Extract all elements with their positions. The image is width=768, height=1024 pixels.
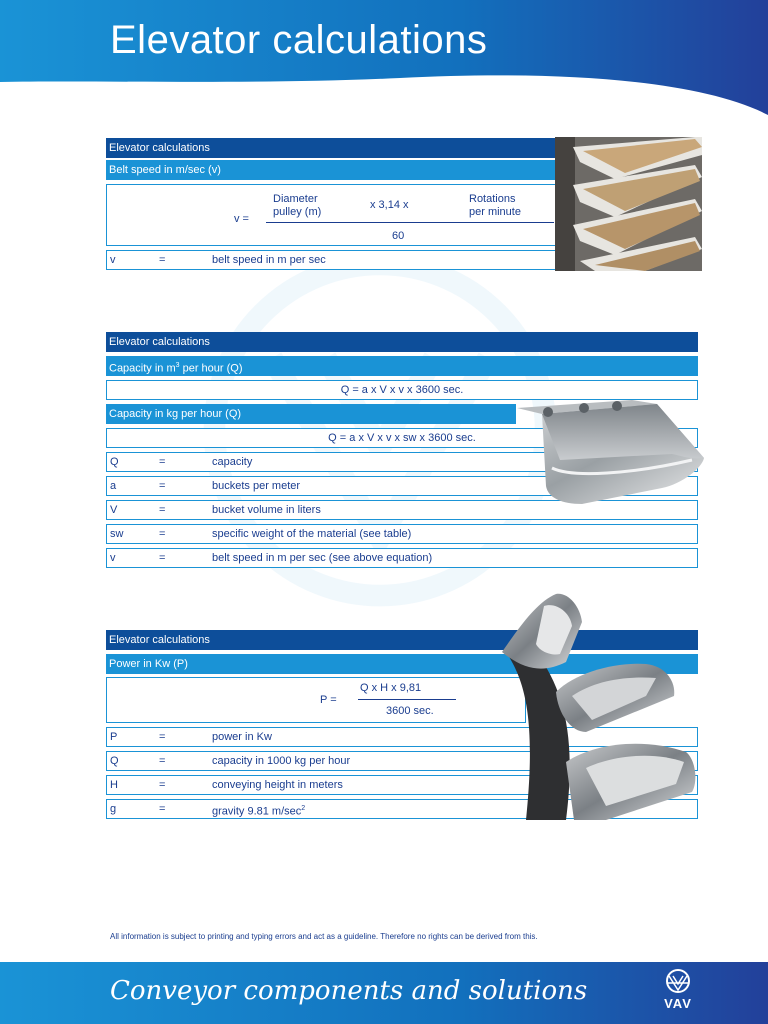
formula-numerator: Q x H x 9,81 — [360, 682, 422, 694]
row-symbol: v — [110, 552, 116, 564]
row-symbol: sw — [110, 528, 124, 540]
slogan: Conveyor components and solutions — [110, 976, 588, 1006]
fraction-line — [358, 699, 456, 700]
row-description: capacity — [212, 456, 253, 468]
row-description: buckets per meter — [212, 480, 301, 492]
superscript: 3 — [175, 362, 180, 369]
row-description: bucket volume in liters — [212, 504, 321, 516]
section3-subheader: Power in Kw (P) — [106, 654, 698, 674]
row-description: belt speed in m per sec — [212, 254, 326, 266]
formula-term: per minute — [469, 206, 521, 218]
section2-header: Elevator calculations — [106, 332, 698, 352]
definition-row — [106, 548, 698, 568]
row-symbol: H — [110, 779, 118, 791]
row-equals: = — [159, 731, 166, 743]
grain-buckets-photo — [555, 137, 702, 271]
section2-subheader2: Capacity in kg per hour (Q) — [106, 404, 516, 424]
row-symbol: Q — [110, 456, 119, 468]
section3-header: Elevator calculations — [106, 630, 698, 650]
formula-operator: x 3,14 x — [370, 199, 409, 211]
row-symbol: g — [110, 803, 117, 815]
formula-term: Rotations — [469, 193, 516, 205]
row-equals: = — [159, 504, 166, 516]
formula-text: Q = a x V x v x sw x 3600 sec. — [328, 432, 476, 444]
vav-logo-text: VAV — [664, 996, 692, 1011]
row-symbol: V — [110, 504, 118, 516]
formula-denominator: 60 — [392, 230, 405, 242]
row-description-text: gravity 9.81 m/sec — [212, 805, 302, 818]
section3-formula-box — [106, 677, 526, 723]
row-symbol: P — [110, 731, 118, 743]
row-description — [212, 800, 305, 821]
row-description: capacity in 1000 kg per hour — [212, 755, 351, 767]
superscript: 2 — [301, 805, 306, 812]
row-description: conveying height in meters — [212, 779, 343, 791]
subheader-text: Capacity in m — [109, 362, 176, 375]
row-symbol: v — [110, 254, 116, 266]
row-equals: = — [159, 456, 166, 468]
row-equals: = — [159, 803, 166, 815]
belt-buckets-photo — [496, 592, 700, 820]
row-equals: = — [159, 480, 166, 492]
row-description: power in Kw — [212, 731, 272, 743]
row-equals: = — [159, 552, 166, 564]
definition-row — [106, 524, 698, 544]
subheader-text: per hour (Q) — [179, 362, 243, 375]
formula-term: Diameter — [273, 193, 318, 205]
section1-subheader: Belt speed in m/sec (v) — [106, 160, 556, 180]
formula-row — [106, 380, 698, 400]
formula-text: Q = a x V x v x 3600 sec. — [340, 384, 464, 396]
row-description: belt speed in m per sec (see above equation) — [212, 552, 433, 564]
row-symbol: a — [110, 480, 117, 492]
row-description: specific weight of the material (see table) — [212, 528, 412, 540]
formula-term: pulley (m) — [273, 206, 322, 218]
row-symbol: Q — [110, 755, 119, 767]
fraction-line — [266, 222, 554, 223]
steel-bucket-photo — [512, 398, 706, 508]
formula-lhs: P = — [320, 694, 337, 706]
row-equals: = — [159, 779, 166, 791]
formula-lhs: v = — [234, 213, 249, 225]
row-equals: = — [159, 528, 166, 540]
formula-denominator: 3600 sec. — [386, 705, 434, 717]
page-title: Elevator calculations — [110, 18, 488, 62]
section1-header: Elevator calculations — [106, 138, 556, 158]
section2-subheader — [106, 356, 698, 376]
disclaimer-text: All information is subject to printing and typing errors and act as a guideline. Therefore no rights can be derived from this. — [110, 932, 538, 941]
row-equals: = — [159, 254, 166, 266]
row-equals: = — [159, 755, 166, 767]
